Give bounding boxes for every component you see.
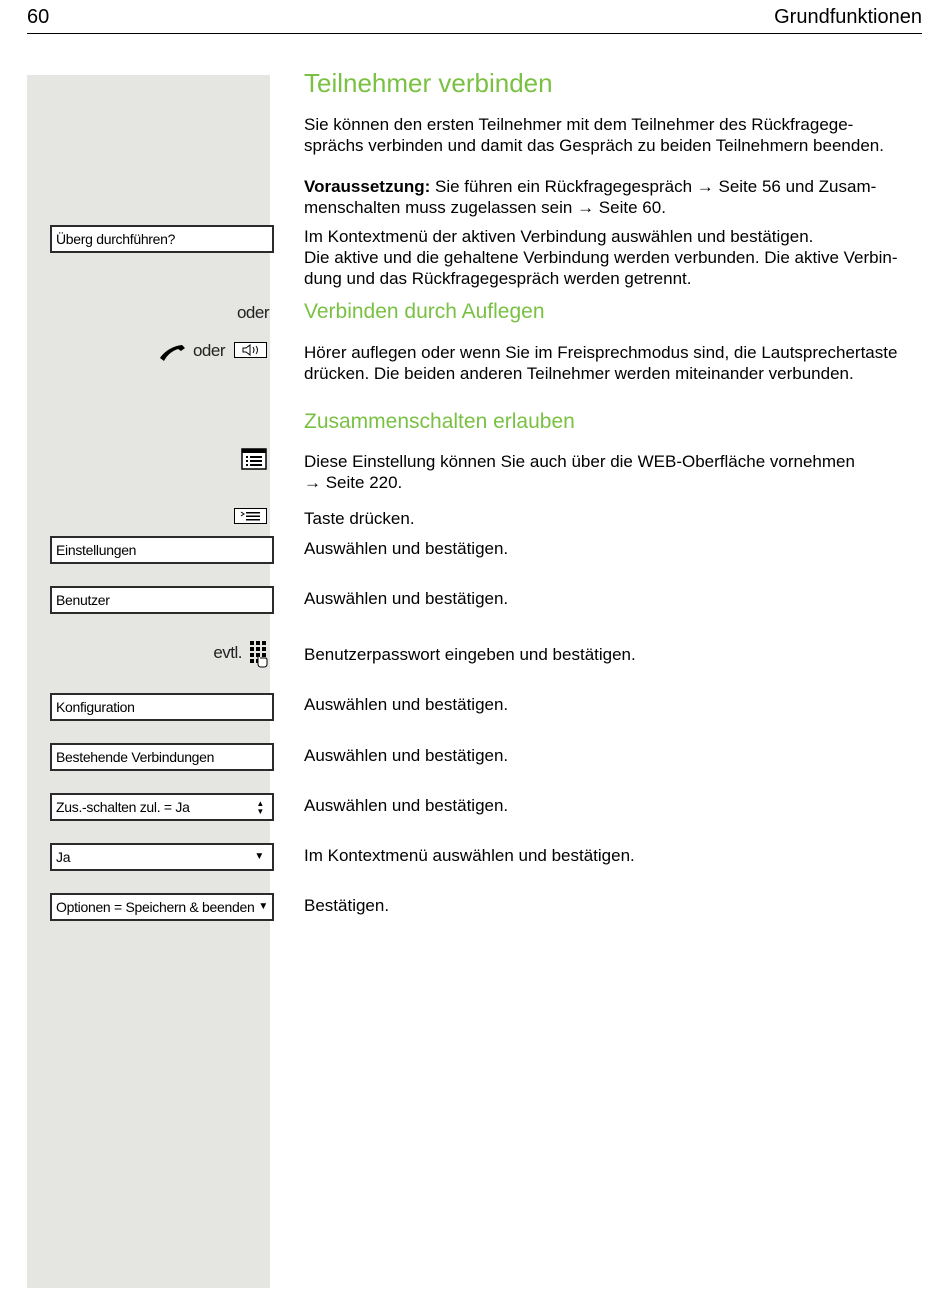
menu-box-optionen[interactable] <box>50 893 274 921</box>
menu-box-ja[interactable] <box>50 843 274 871</box>
page-title: Teilnehmer verbinden <box>304 68 553 98</box>
prereq-label: Voraussetzung: <box>304 177 431 196</box>
context-line: Im Kontextmenü der aktiven Verbindung auswählen und bestätigen. <box>304 227 814 246</box>
menu-box-konfiguration[interactable] <box>50 693 274 721</box>
menu-box-label: Optionen = Speichern & beenden <box>56 899 255 915</box>
menu-box-label: Ja <box>56 849 71 865</box>
oder-label: oder <box>236 303 269 322</box>
section-title: Grundfunktionen <box>774 6 922 28</box>
handset-hangup-icon <box>158 342 188 367</box>
menu-box-label: Einstellungen <box>56 542 137 558</box>
menu-box-label: Überg durchführen? <box>56 231 176 247</box>
step-taste: Taste drücken. <box>304 509 415 528</box>
step-select-confirm: Auswählen und bestätigen. <box>304 796 509 815</box>
menu-box-label: Benutzer <box>56 592 110 608</box>
step-password: Benutzerpasswort eingeben und bestätigen. <box>304 645 636 664</box>
sidebar <box>27 75 270 1288</box>
menu-box-label: Bestehende Verbindungen <box>56 749 215 765</box>
prerequisite-paragraph <box>304 176 924 218</box>
intro-line: Sie können den ersten Teilnehmer mit dem Teilnehmer des Rückfragege- <box>304 115 854 134</box>
web-line: → Seite 220. <box>304 473 403 492</box>
subheading-allow: Zusammenschalten erlauben <box>304 410 575 433</box>
step-context-confirm: Im Kontextmenü auswählen und bestätigen. <box>304 846 635 865</box>
intro-paragraph <box>304 114 924 156</box>
menu-box-ueberg[interactable] <box>50 225 274 253</box>
loudspeaker-key-icon <box>234 342 267 363</box>
up-down-arrow-icon: ▲ ▼ <box>256 799 264 816</box>
step-select-confirm: Auswählen und bestätigen. <box>304 589 509 608</box>
chevron-down-icon: ▼ <box>258 901 268 912</box>
web-paragraph <box>304 451 924 493</box>
settings-list-icon <box>241 448 267 475</box>
keypad-icon <box>249 640 269 673</box>
step-select-confirm: Auswählen und bestätigen. <box>304 695 509 714</box>
context-paragraph <box>304 226 924 289</box>
menu-box-label: Konfiguration <box>56 699 135 715</box>
menu-box-zus[interactable] <box>50 793 274 821</box>
header-rule <box>27 33 922 34</box>
menu-key-icon <box>234 508 267 529</box>
step-confirm: Bestätigen. <box>304 896 390 915</box>
hangup-paragraph <box>304 342 924 384</box>
intro-line: sprächs verbinden und damit das Gespräch zu beiden Teilnehmern beenden. <box>304 136 884 155</box>
prereq-line <box>304 176 924 197</box>
evtl-label: evtl. <box>213 643 242 662</box>
step-select-confirm: Auswählen und bestätigen. <box>304 746 509 765</box>
step-select-confirm: Auswählen und bestätigen. <box>304 539 509 558</box>
prereq-line: menschalten muss zugelassen sein → Seite 60. <box>304 198 666 217</box>
menu-box-benutzer[interactable] <box>50 586 274 614</box>
menu-box-bestehende[interactable] <box>50 743 274 771</box>
menu-box-label: Zus.-schalten zul. = Ja <box>56 799 190 815</box>
chevron-down-icon: ▼ <box>254 851 264 862</box>
hangup-line: Hörer auflegen oder wenn Sie im Freisprechmodus sind, die Lautsprechertaste <box>304 343 898 362</box>
subheading-hangup: Verbinden durch Auflegen <box>304 300 545 323</box>
prereq-text: Sie führen ein Rückfragegespräch → Seite 56 und Zusam- <box>430 177 877 196</box>
page-number: 60 <box>27 6 50 28</box>
context-line: dung und das Rückfragegespräch werden getrennt. <box>304 269 692 288</box>
context-line: Die aktive und die gehaltene Verbindung werden verbunden. Die aktive Verbin- <box>304 248 898 267</box>
web-line: Diese Einstellung können Sie auch über die WEB-Oberfläche vornehmen <box>304 452 855 471</box>
oder-label: oder <box>192 341 225 360</box>
menu-box-einstellungen[interactable] <box>50 536 274 564</box>
hangup-line: drücken. Die beiden anderen Teilnehmer werden miteinander verbunden. <box>304 364 854 383</box>
